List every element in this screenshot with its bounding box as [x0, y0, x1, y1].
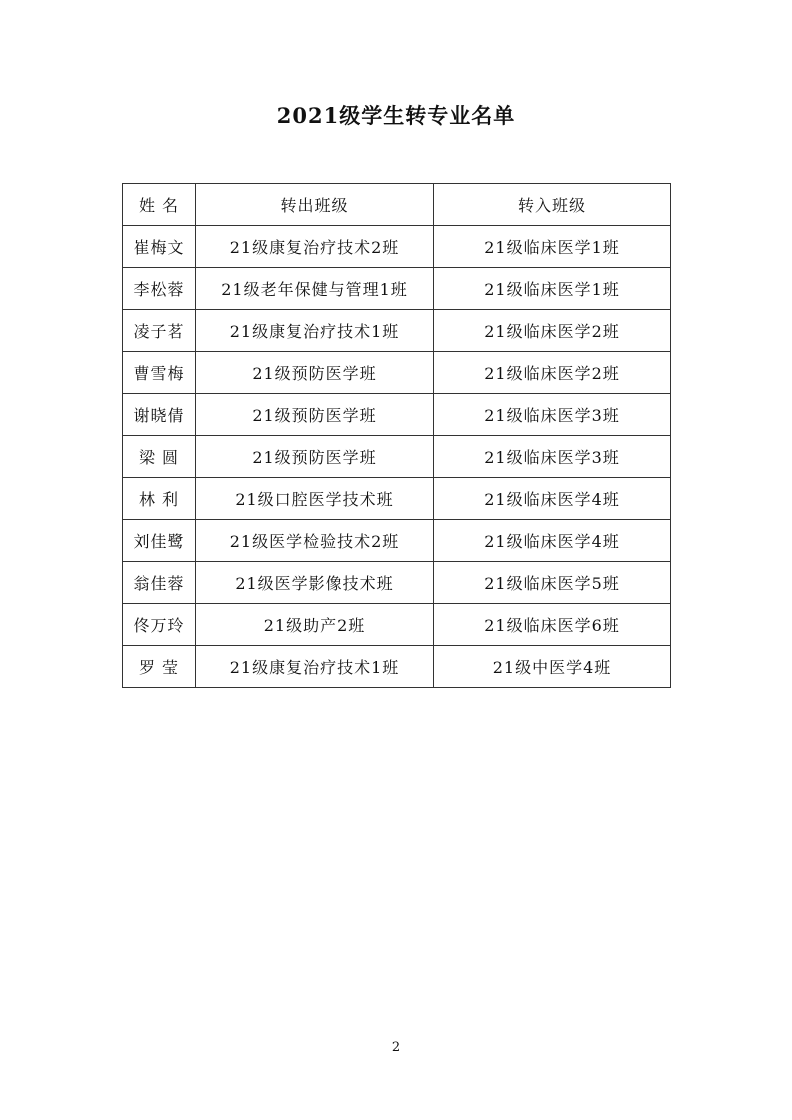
- cell-name: 曹雪梅: [123, 352, 196, 394]
- table-row: [123, 646, 671, 688]
- cell-to-class: 21级中医学4班: [434, 646, 671, 688]
- table-row: [123, 520, 671, 562]
- table-row: [123, 562, 671, 604]
- cell-from-class: 21级医学影像技术班: [196, 562, 434, 604]
- cell-to-class: 21级临床医学5班: [434, 562, 671, 604]
- page-number: 2: [391, 1040, 401, 1055]
- cell-from-class: 21级口腔医学技术班: [196, 478, 434, 520]
- cell-to-class: 21级临床医学3班: [434, 394, 671, 436]
- table-row: [123, 226, 671, 268]
- transfer-table: [122, 183, 671, 688]
- cell-to-class: 21级临床医学3班: [434, 436, 671, 478]
- cell-name: 谢晓倩: [123, 394, 196, 436]
- cell-from-class: 21级康复治疗技术2班: [196, 226, 434, 268]
- cell-name: 罗 莹: [123, 646, 196, 688]
- cell-to-class: 21级临床医学4班: [434, 478, 671, 520]
- cell-from-class: 21级康复治疗技术1班: [196, 646, 434, 688]
- table-row: [123, 310, 671, 352]
- cell-name: 翁佳蓉: [123, 562, 196, 604]
- cell-from-class: 21级康复治疗技术1班: [196, 310, 434, 352]
- cell-to-class: 21级临床医学2班: [434, 310, 671, 352]
- cell-from-class: 21级老年保健与管理1班: [196, 268, 434, 310]
- table-row: [123, 352, 671, 394]
- cell-name: 梁 圆: [123, 436, 196, 478]
- cell-name: 林 利: [123, 478, 196, 520]
- cell-from-class: 21级医学检验技术2班: [196, 520, 434, 562]
- cell-to-class: 21级临床医学1班: [434, 268, 671, 310]
- cell-name: 凌子茗: [123, 310, 196, 352]
- header-from-class: 转出班级: [196, 184, 434, 226]
- table-row: [123, 268, 671, 310]
- table-row: [123, 604, 671, 646]
- cell-name: 刘佳鹭: [123, 520, 196, 562]
- header-to-class: 转入班级: [434, 184, 671, 226]
- page-title: 2021级学生转专业名单: [276, 103, 516, 128]
- cell-from-class: 21级预防医学班: [196, 352, 434, 394]
- cell-from-class: 21级预防医学班: [196, 394, 434, 436]
- table-row: [123, 436, 671, 478]
- cell-name: 李松蓉: [123, 268, 196, 310]
- table-header-row: [123, 184, 671, 226]
- cell-from-class: 21级预防医学班: [196, 436, 434, 478]
- cell-name: 佟万玲: [123, 604, 196, 646]
- cell-to-class: 21级临床医学6班: [434, 604, 671, 646]
- cell-to-class: 21级临床医学2班: [434, 352, 671, 394]
- cell-to-class: 21级临床医学1班: [434, 226, 671, 268]
- cell-to-class: 21级临床医学4班: [434, 520, 671, 562]
- cell-from-class: 21级助产2班: [196, 604, 434, 646]
- cell-name: 崔梅文: [123, 226, 196, 268]
- header-name: 姓 名: [123, 184, 196, 226]
- table-row: [123, 478, 671, 520]
- table-row: [123, 394, 671, 436]
